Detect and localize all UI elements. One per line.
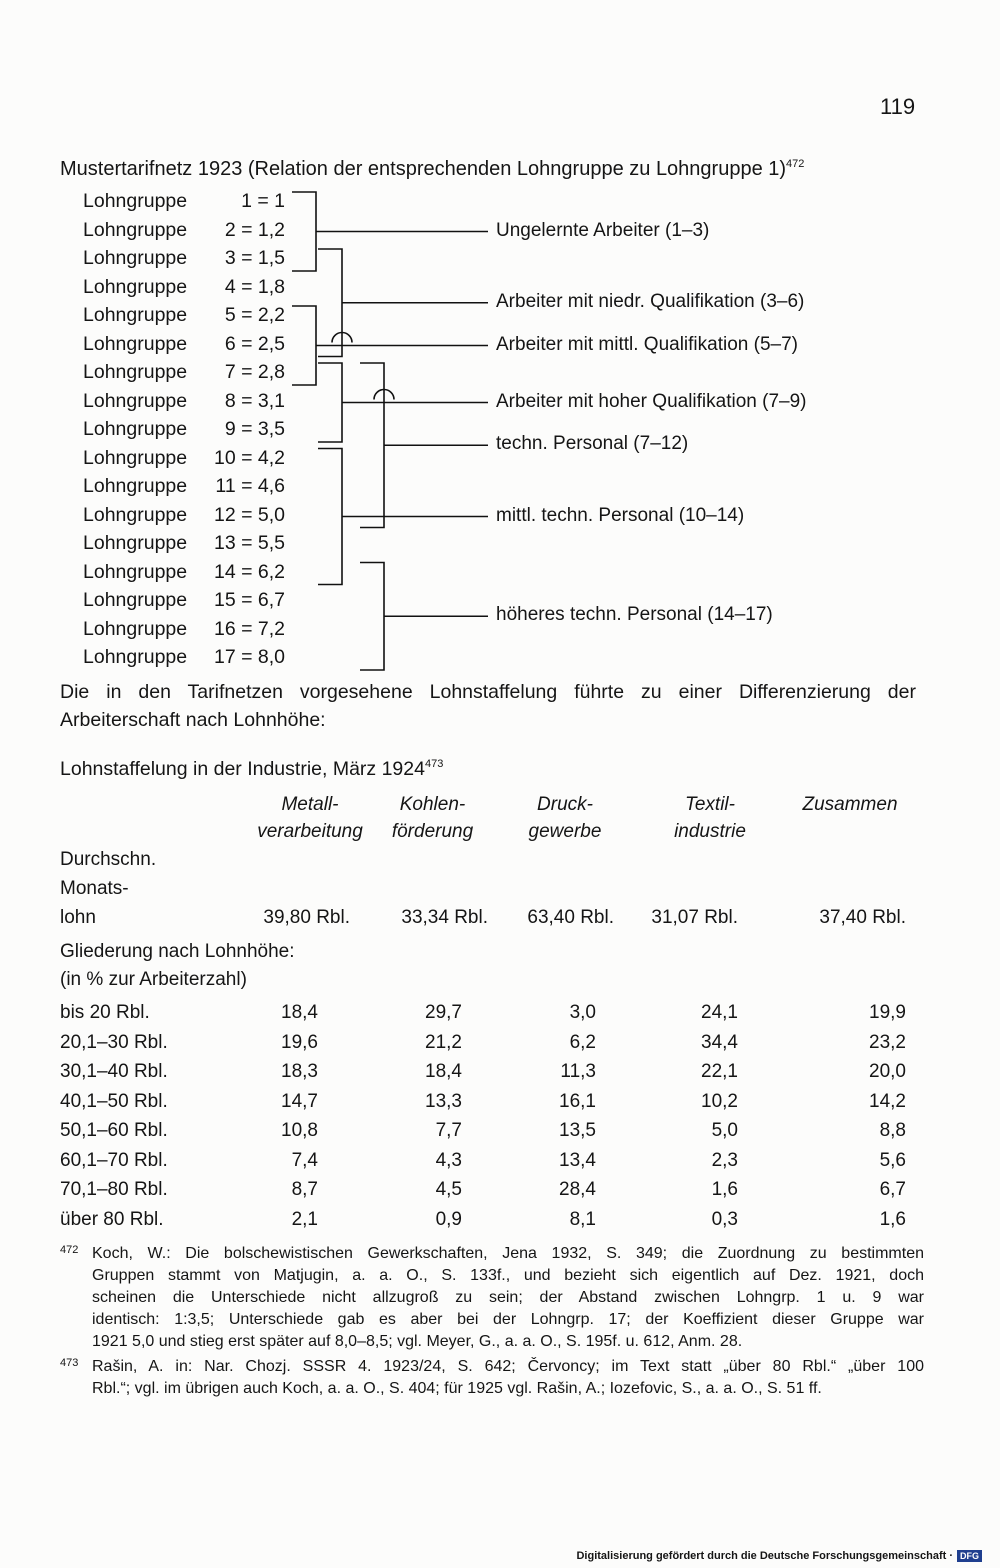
lohngruppe-name: Lohngruppe: [83, 332, 188, 355]
percentage-cell: 8,8: [879, 1120, 906, 1141]
category-bracket: [360, 563, 384, 671]
percentage-cell: 22,1: [701, 1061, 738, 1082]
wage-table-caption: [60, 758, 443, 781]
percentage-cell: 7,7: [435, 1120, 462, 1141]
percentage-cell: 18,3: [281, 1061, 318, 1082]
percentage-cell: 6,2: [569, 1031, 596, 1053]
avg-value-cell: 39,80 Rbl.: [263, 907, 350, 928]
percentage-cell: 2,1: [291, 1208, 318, 1230]
category-bracket: [292, 192, 316, 271]
percentage-cell: 1,6: [711, 1179, 738, 1200]
category-bracket: [318, 363, 342, 442]
percentage-cell: 18,4: [425, 1061, 462, 1082]
col-header-textil: [650, 791, 770, 845]
tarif-caption-text: Mustertarifnetz 1923 (Relation der entsprechenden Lohngruppe zu Lohngruppe 1): [60, 158, 787, 180]
percentage-cell: 19,9: [869, 1002, 906, 1023]
percentage-cell: 4,5: [435, 1179, 462, 1200]
percentage-cell: 4,3: [435, 1149, 462, 1171]
lohngruppe-name: Lohngruppe: [83, 247, 188, 269]
avg-value-cell: 31,07 Rbl.: [651, 907, 738, 928]
category-label: Arbeiter mit hoher Qualifikation (7–9): [496, 390, 807, 412]
lohngruppe-name: Lohngruppe: [83, 503, 188, 526]
percentage-cell: 13,3: [425, 1090, 462, 1112]
lohngruppe-name: Lohngruppe: [83, 475, 188, 497]
lohngruppe-value: 13 = 5,5: [213, 532, 285, 554]
col-header-druck: [510, 791, 620, 845]
lohngruppe-value: 9 = 3,5: [224, 418, 285, 440]
avg-value-cell: 37,40 Rbl.: [819, 907, 906, 928]
lohngruppe-name: Lohngruppe: [83, 304, 188, 326]
footer-text: Digitalisierung gefördert durch die Deutsche Forschungsgemeinschaft ·: [576, 1550, 953, 1562]
percentage-cell: 10,2: [701, 1090, 738, 1112]
category-bracket: [360, 363, 384, 528]
percentage-cell: 18,4: [281, 1002, 318, 1023]
lohngruppe-name: Lohngruppe: [83, 389, 188, 412]
col-header-line: gewerbe: [528, 821, 602, 842]
category-label: mittl. techn. Personal (10–14): [496, 504, 745, 526]
wage-band-label: 60,1–70 Rbl.: [60, 1149, 168, 1171]
footnote-body: [92, 1356, 924, 1400]
footnote-mark: 472: [60, 1244, 79, 1256]
percentage-cell: 10,8: [281, 1120, 318, 1141]
category-label: techn. Personal (7–12): [496, 433, 689, 455]
col-header-line: Zusammen: [802, 794, 898, 815]
percentage-cell: 14,7: [281, 1090, 318, 1112]
percentage-cell: 0,3: [711, 1208, 738, 1230]
page-number: 119: [880, 94, 916, 119]
col-header-line: förderung: [391, 821, 474, 842]
footnote-line: identisch: 1:3,5; Unterschiede gab es aber bei der Lohngrp. 17; der Koeffizient dieser Gruppe war: [92, 1311, 924, 1328]
percentage-cell: 14,2: [869, 1090, 906, 1112]
percentage-cell: 6,7: [879, 1179, 906, 1200]
dfg-logo: DFG: [957, 1550, 982, 1562]
col-header-line: verarbeitung: [257, 821, 363, 842]
lohngruppe-value: 4 = 1,8: [224, 275, 285, 298]
percentage-cell: 5,0: [711, 1120, 738, 1141]
wage-band-label: 30,1–40 Rbl.: [60, 1061, 168, 1082]
footnote-line: scheinen die Unterschiede nicht allzugroß zu sein; der Abstand zwischen Lohngrp. 1 u. 9 war: [92, 1289, 924, 1306]
dfg-footer: [576, 1550, 982, 1562]
intro-paragraph: [60, 678, 916, 734]
percentage-cell: 7,4: [291, 1149, 318, 1171]
category-label: Arbeiter mit niedr. Qualifikation (3–6): [496, 290, 805, 312]
wage-band-label: 20,1–30 Rbl.: [60, 1031, 168, 1053]
lohngruppe-name: Lohngruppe: [83, 646, 188, 668]
lohngruppe-value: 7 = 2,8: [224, 361, 285, 383]
percentage-cell: 29,7: [425, 1002, 462, 1023]
footnote-ref-472: 472: [786, 158, 805, 170]
wage-band-label: 50,1–60 Rbl.: [60, 1120, 168, 1141]
category-bracket: [292, 306, 316, 385]
percentage-cell: 13,5: [559, 1120, 596, 1141]
category-bracket: [318, 449, 342, 585]
footnote-472: [60, 1243, 924, 1353]
avg-value-cell: 63,40 Rbl.: [527, 907, 614, 928]
breakdown-label-1: Gliederung nach Lohnhöhe:: [60, 941, 295, 962]
lohngruppe-name: Lohngruppe: [83, 589, 188, 611]
col-header-kohlen: [370, 791, 495, 845]
col-header-line: Druck-: [537, 794, 593, 815]
percentage-cell: 13,4: [559, 1149, 596, 1171]
percentage-cell: 5,6: [879, 1149, 906, 1171]
lohngruppe-value: 3 = 1,5: [224, 247, 285, 269]
lohngruppe-name: Lohngruppe: [83, 275, 188, 298]
category-bracket: [318, 249, 342, 357]
footnote-line: Rašin, A. in: Nar. Chozj. SSSR 4. 1923/24, S. 642; Červoncy; im Text statt „über 80 Rbl.“ „über 100: [92, 1358, 924, 1375]
percentage-cell: 2,3: [711, 1149, 738, 1171]
wage-table-caption-text: Lohnstaffelung in der Industrie, März 1924: [60, 758, 425, 780]
footnote-line: Koch, W.: Die bolschewistischen Gewerkschaften, Jena 1932, S. 349; die Zuordnung zu bestimmten: [92, 1245, 924, 1262]
lohngruppe-name: Lohngruppe: [83, 532, 188, 554]
col-header-line: Textil-: [685, 794, 735, 815]
lohngruppe-name: Lohngruppe: [83, 617, 188, 640]
lohngruppe-name: Lohngruppe: [83, 190, 188, 212]
lohngruppe-value: 16 = 7,2: [213, 617, 285, 640]
lohngruppe-name: Lohngruppe: [83, 418, 188, 440]
footnote-line: 1921 5,0 und stieg erst später auf 8,0–8,5; vgl. Meyer, G., a. a. O., S. 195f. u. 612, Anm. 28.: [92, 1333, 743, 1350]
avg-label-3: lohn: [60, 907, 96, 928]
percentage-cell: 24,1: [701, 1002, 738, 1023]
paragraph-line-2: Arbeiterschaft nach Lohnhöhe:: [60, 709, 326, 731]
lohngruppe-value: 10 = 4,2: [213, 446, 285, 469]
footnote-473: [60, 1356, 924, 1400]
footnote-line: Rbl.“; vgl. im übrigen auch Koch, a. a. O., S. 404; für 1925 vgl. Rašin, A.; Iozefovic, S., a. a. O., S. 51 ff.: [92, 1380, 822, 1397]
avg-label-1: Durchschn.: [60, 849, 157, 870]
avg-value-cell: 33,34 Rbl.: [401, 907, 488, 928]
footnote-body: [92, 1243, 924, 1353]
lohngruppe-name: Lohngruppe: [83, 218, 188, 241]
col-header-zusammen: [790, 791, 910, 818]
footnote-line: Gruppen stammt von Matjugin, a. a. O., S. 133f., und bezieht sich eigentlich auf Dez. 1921, doch: [92, 1267, 924, 1284]
paragraph-line-1: Die in den Tarifnetzen vorgesehene Lohnstaffelung führte zu einer Differenzierung der: [60, 681, 916, 703]
col-header-line: Metall-: [281, 794, 339, 815]
lohngruppe-name: Lohngruppe: [83, 560, 188, 583]
breakdown-label-2: (in % zur Arbeiterzahl): [60, 969, 247, 990]
wage-band-label: bis 20 Rbl.: [60, 1002, 150, 1023]
lohngruppe-value: 11 = 4,6: [215, 475, 285, 497]
category-label: Arbeiter mit mittl. Qualifikation (5–7): [496, 333, 798, 355]
footnote-ref-473: 473: [424, 758, 444, 770]
percentage-cell: 21,2: [425, 1031, 462, 1053]
percentage-cell: 16,1: [559, 1090, 596, 1112]
percentage-cell: 8,1: [569, 1208, 596, 1230]
percentage-cell: 34,4: [701, 1031, 738, 1053]
category-label: Ungelernte Arbeiter (1–3): [496, 219, 710, 241]
lohngruppe-name: Lohngruppe: [83, 361, 188, 383]
col-header-metall: [240, 791, 380, 845]
category-label: höheres techn. Personal (14–17): [496, 604, 773, 626]
wage-band-label: 70,1–80 Rbl.: [60, 1179, 168, 1200]
lohngruppe-value: 12 = 5,0: [213, 503, 285, 526]
wage-band-label: 40,1–50 Rbl.: [60, 1090, 168, 1112]
lohngruppe-value: 17 = 8,0: [213, 646, 285, 668]
percentage-cell: 11,3: [560, 1061, 596, 1082]
percentage-cell: 23,2: [869, 1031, 906, 1053]
percentage-cell: 8,7: [291, 1179, 318, 1200]
percentage-cell: 28,4: [559, 1179, 596, 1200]
percentage-cell: 19,6: [281, 1031, 318, 1053]
percentage-cell: 20,0: [869, 1061, 906, 1082]
lohngruppe-value: 6 = 2,5: [224, 332, 285, 355]
col-header-line: Kohlen-: [399, 794, 466, 815]
percentage-cell: 0,9: [435, 1208, 462, 1230]
lohngruppe-value: 1 = 1: [241, 190, 285, 212]
lohngruppe-value: 5 = 2,2: [224, 304, 285, 326]
lohngruppe-name: Lohngruppe: [83, 446, 188, 469]
col-header-line: industrie: [674, 821, 746, 842]
avg-label-2: Monats-: [60, 878, 129, 899]
percentage-cell: 3,0: [569, 1002, 596, 1023]
lohngruppe-value: 14 = 6,2: [213, 560, 285, 583]
lohngruppe-value: 8 = 3,1: [224, 389, 285, 412]
lohngruppe-value: 15 = 6,7: [213, 589, 285, 611]
wage-band-label: über 80 Rbl.: [60, 1208, 164, 1230]
footnote-mark: 473: [60, 1357, 79, 1369]
lohngruppe-value: 2 = 1,2: [224, 218, 285, 241]
percentage-cell: 1,6: [879, 1208, 906, 1230]
